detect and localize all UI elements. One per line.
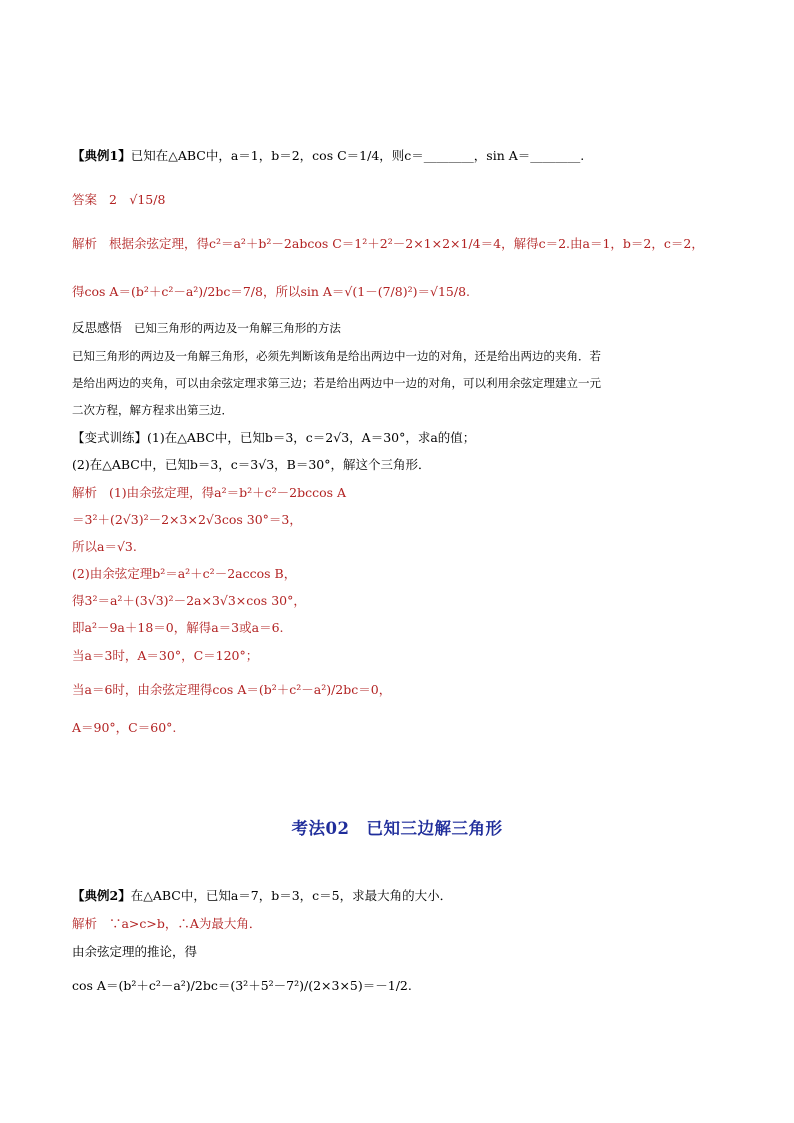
variant-text-1: (1)在△ABC中，已知b＝3，c＝2√3，A＝30°，求a的值； (147, 430, 476, 445)
reflection-label: 反思感悟 (72, 320, 123, 335)
example-1-question (72, 148, 584, 164)
example-1-label: 【典例1】 (72, 148, 131, 163)
solution-3-label: 解析 (72, 916, 98, 931)
variant-line-1 (72, 430, 475, 446)
reflection-line-2: 是给出两边的夹角，可以由余弦定理求第三边；若是给出两边中一边的对角，可以利用余弦定理建立一元 (72, 376, 601, 390)
reflection-title: 已知三角形的两边及一角解三角形的方法 (133, 321, 341, 335)
solution-1-label: 解析 (72, 236, 98, 251)
solution-2-line-1 (72, 485, 346, 501)
variant-line-2: (2)在△ABC中，已知b＝3，c＝3√3，B＝30°，解这个三角形． (72, 457, 431, 472)
solution-3-line-1 (72, 916, 261, 932)
reflection-header (72, 320, 341, 336)
solution-2-line-7: 当a＝3时，A＝30°，C＝120°； (72, 648, 259, 663)
reflection-line-3: 二次方程，解方程求出第三边． (72, 403, 233, 417)
solution-2-line-8: 当a＝6时，由余弦定理得cos A＝(b²＋c²－a²)/2bc＝0， (72, 682, 392, 697)
solution-2-line-2: ＝3²＋(2√3)²－2×3×2√3cos 30°＝3， (72, 512, 302, 527)
example-2-label: 【典例2】 (72, 888, 131, 903)
answer-values: 2 √15/8 (108, 192, 166, 207)
solution-3-line-3: cos A＝(b²＋c²－a²)/2bc＝(3²＋5²－7²)/(2×3×5)＝－1/2. (72, 978, 412, 993)
solution-2-label: 解析 (72, 485, 98, 500)
example-1-text: 已知在△ABC中，a＝1，b＝2，cos C＝1/4，则c＝________，sin A＝________. (130, 148, 585, 163)
example-2-text: 在△ABC中，已知a＝7，b＝3，c＝5，求最大角的大小． (130, 888, 453, 903)
solution-2-line-4: (2)由余弦定理b²＝a²＋c²－2accos B， (72, 566, 297, 581)
solution-2-line-9: A＝90°，C＝60°. (72, 720, 177, 735)
solution-1-line-1 (72, 236, 704, 252)
reflection-line-1: 已知三角形的两边及一角解三角形，必须先判断该角是给出两边中一边的对角，还是给出两边的夹角．若 (72, 349, 601, 363)
solution-1-line-2: 得cos A＝(b²＋c²－a²)/2bc＝7/8，所以sin A＝√(1－(7/8)²)＝√15/8. (72, 284, 470, 299)
solution-2-line-3: 所以a＝√3. (72, 539, 137, 554)
solution-2-text-1: (1)由余弦定理，得a²＝b²＋c²－2bccos A (108, 485, 347, 500)
example-2-question (72, 888, 452, 904)
answer-label: 答案 (72, 192, 98, 207)
solution-3-text-1: ∵a>c>b，∴A为最大角． (108, 916, 262, 931)
section-heading: 考法02 已知三边解三角形 (291, 819, 503, 838)
solution-3-line-2: 由余弦定理的推论，得 (72, 944, 198, 959)
solution-2-line-6: 即a²－9a＋18＝0，解得a＝3或a＝6. (72, 620, 284, 635)
solution-2-line-5: 得3²＝a²＋(3√3)²－2a×3√3×cos 30°， (72, 593, 306, 608)
solution-1-text-1: 根据余弦定理，得c²＝a²＋b²－2abcos C＝1²＋2²－2×1×2×1/4＝4，解得c＝2.由a＝1，b＝2，c＝2， (108, 236, 704, 251)
answer-line (72, 192, 165, 208)
variant-label: 【变式训练】 (72, 430, 148, 445)
